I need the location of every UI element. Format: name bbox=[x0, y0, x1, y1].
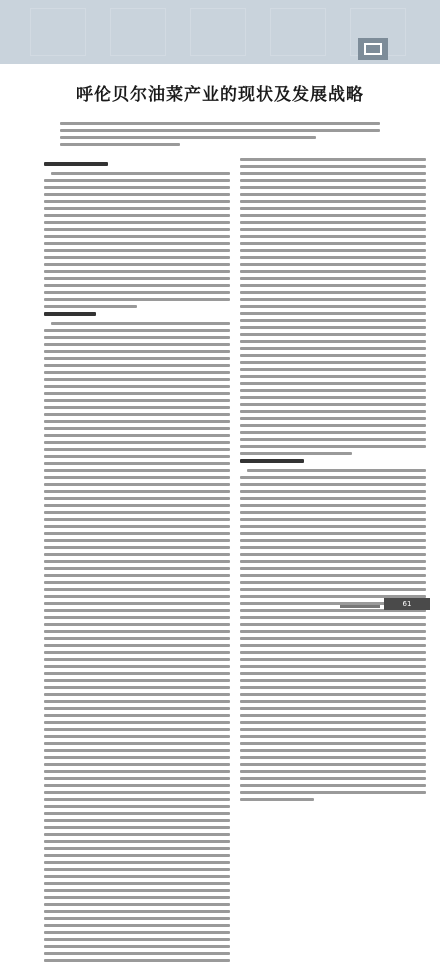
header-band bbox=[0, 0, 440, 64]
section-heading bbox=[44, 312, 96, 316]
article-title: 呼伦贝尔油菜产业的现状及发展战略 bbox=[76, 85, 364, 105]
watermark-tile bbox=[270, 8, 326, 56]
right-column bbox=[240, 158, 426, 805]
section-heading bbox=[240, 459, 304, 463]
section-heading bbox=[44, 162, 108, 166]
watermark-tile bbox=[190, 8, 246, 56]
watermark-tile bbox=[30, 8, 86, 56]
abstract-block bbox=[60, 122, 380, 143]
left-column bbox=[44, 158, 230, 966]
page-number-badge: 61 bbox=[384, 598, 430, 610]
journal-logo-icon bbox=[358, 38, 388, 60]
watermark-tile bbox=[110, 8, 166, 56]
keywords-line bbox=[60, 143, 260, 150]
footer-journal-name bbox=[340, 605, 380, 608]
